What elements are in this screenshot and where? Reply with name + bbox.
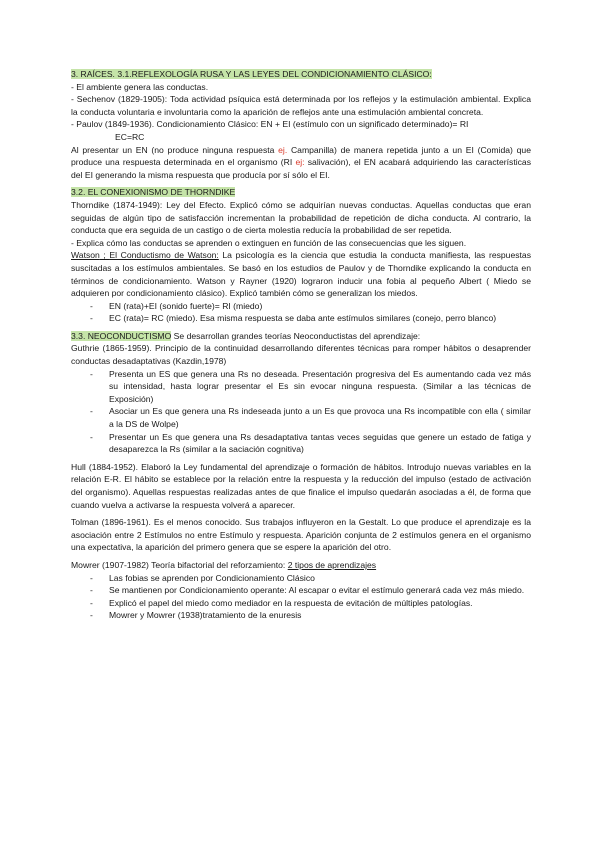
text-run: Se desarrollan grandes teorías Neoconductistas del aprendizaje:	[171, 330, 421, 341]
list-item: - Explicó el papel del miedo como mediador en la respuesta de evitación de múltiples patologías.	[71, 597, 531, 610]
list-item: - EN (rata)+EI (sonido fuerte)= RI (miedo)	[71, 300, 531, 313]
example-marker: ej:	[295, 157, 305, 168]
list-item: - Asociar un Es que genera una Rs indeseada junto a un Es que provoca una Rs incompatible con ella ( similar a la DS de Wolpe)	[71, 405, 531, 430]
paragraph: Thorndike (1874-1949): Ley del Efecto. Explicó cómo se adquirían nuevas conductas. Aquellas conductas que eran seguidas de algún tipo de satisfacción incrementan la probabilidad de repetición de dicha conducta. Al contrario, la conducta que era seguida de un castigo o de cierta molestia reducía la probabilidad de ser repetida.	[71, 199, 531, 236]
paragraph: - Explica cómo las conductas se aprenden o extinguen en función de las consecuencias que les siguen.	[71, 237, 467, 248]
text-run: Mowrer (1907-1982) Teoría bifactorial del reforzamiento:	[71, 559, 288, 570]
mowrer-list	[71, 572, 531, 622]
heading-highlight: 3. RAÍCES. 3.1.REFLEXOLOGÍA RUSA Y LAS LEYES DEL CONDICIONAMIENTO CLÁSICO:	[71, 69, 432, 79]
list-item: - Presenta un ES que genera una Rs no deseada. Presentación progresiva del Es aumentando cada vez más su intensidad, hasta lograr presentar el Es sin evocar ninguna respuesta. (Similar a las técnicas de Exposición)	[71, 368, 531, 406]
paragraph: - Paulov (1849-1936). Condicionamiento Clásico: EN + EI (estímulo con un significado determinado)= RI	[71, 119, 469, 130]
paragraph-watson	[71, 249, 531, 299]
list-item: - Mowrer y Mowrer (1938)tratamiento de la enuresis	[71, 609, 531, 622]
text-run: La psicología es la ciencia que estudia la conducta manifiesta, las respuestas suscitadas a los estímulos ambientales. Se basó en los estudios de Paulov y de Thorndike explicando la conducta en términos de condicionamiento. Watson y Rayner (1920) lograron inducir una fobia al pequeño Albert ( Miedo se adquieren por condicionamiento clásico). Explicó también cómo se generalizan los miedos.	[71, 250, 531, 299]
guthrie-list	[71, 368, 531, 456]
paragraph-hull: Hull (1884-1952). Elaboró la Ley fundamental del aprendizaje o formación de hábitos. Introdujo nuevas variables en la relación E-R. El hábito se establece por la relación entre la respuesta y la reducción del impulso (estado de activación del organismo). Aquellas respuestas realizadas antes de que finalice el impulso quedarán asociadas a él, de forma que cuando vuelva a activarse la respuesta volverá a aparecer.	[71, 461, 531, 510]
list-item: - Presentar un Es que genera una Rs desadaptativa tantas veces seguidas que genere un estado de fatiga y desaparezca la Rs (similar a la saciación cognitiva)	[71, 431, 531, 456]
watson-name: Watson	[71, 250, 100, 261]
list-item: - Las fobias se aprenden por Condicionamiento Clásico	[71, 572, 531, 585]
paragraph: Guthrie (1865-1959). Principio de la continuidad desarrollando diferentes técnicas para romper hábitos o desaprender conductas desadaptativas (Kazdin,1978)	[71, 343, 531, 367]
text-run: Al presentar un EN (no produce ninguna respuesta	[71, 144, 279, 155]
heading-highlight: 3.3. NEOCONDUCTISMO	[71, 330, 172, 341]
paragraph: - El ambiente genera las conductas.	[71, 81, 209, 92]
formula-line: EC=RC	[115, 131, 145, 142]
section-heading-raices	[71, 68, 531, 81]
watson-title: El Conductismo de Watson:	[109, 250, 219, 261]
paragraph: - Sechenov (1829-1905): Toda actividad psíquica está determinada por los reflejos y la estimulación ambiental. Explica la conducta voluntaria e involuntaria como la aparición de reflejos ante una estimulación ambiental concreta.	[71, 94, 531, 117]
text-run: ;	[99, 250, 110, 261]
document-body	[71, 68, 531, 622]
paragraph-neoconductismo	[71, 330, 531, 343]
paragraph-tolman: Tolman (1896-1961). Es el menos conocido. Sus trabajos influyeron en la Gestalt. Lo que produce el aprendizaje es la asociación entre 2 Estímulos no entre Estímulo y respuesta. Aparición conjunta de 2 estímulos genera en el organismo una expectativa, la aparición del primero genera que se espere la aparición del otro.	[71, 517, 531, 553]
text-run: Campanilla) de manera repetida junto a un EI (Comida) que produce una respuesta determinada en el organismo (RI	[71, 144, 531, 168]
section-heading-thorndike	[71, 186, 531, 199]
list-item: - EC (rata)= RC (miedo). Esa misma respuesta se daba ante estímulos similares (conejo, perro blanco)	[71, 312, 531, 325]
text-run: salivación), el EN acabará adquiriendo las características del EI generando la misma respuesta que producía por sí sólo el EI.	[71, 157, 531, 180]
heading-highlight: 3.2. EL CONEXIONISMO DE THORNDIKE	[71, 187, 236, 198]
example-marker: ej.	[278, 144, 288, 155]
paragraph	[71, 144, 531, 182]
paragraph-mowrer	[71, 559, 531, 572]
underlined-text: 2 tipos de aprendizajes	[287, 559, 377, 570]
list-item: - Se mantienen por Condicionamiento operante: Al escapar o evitar el estímulo generará cada vez más miedo.	[71, 584, 531, 597]
watson-list	[71, 300, 531, 325]
